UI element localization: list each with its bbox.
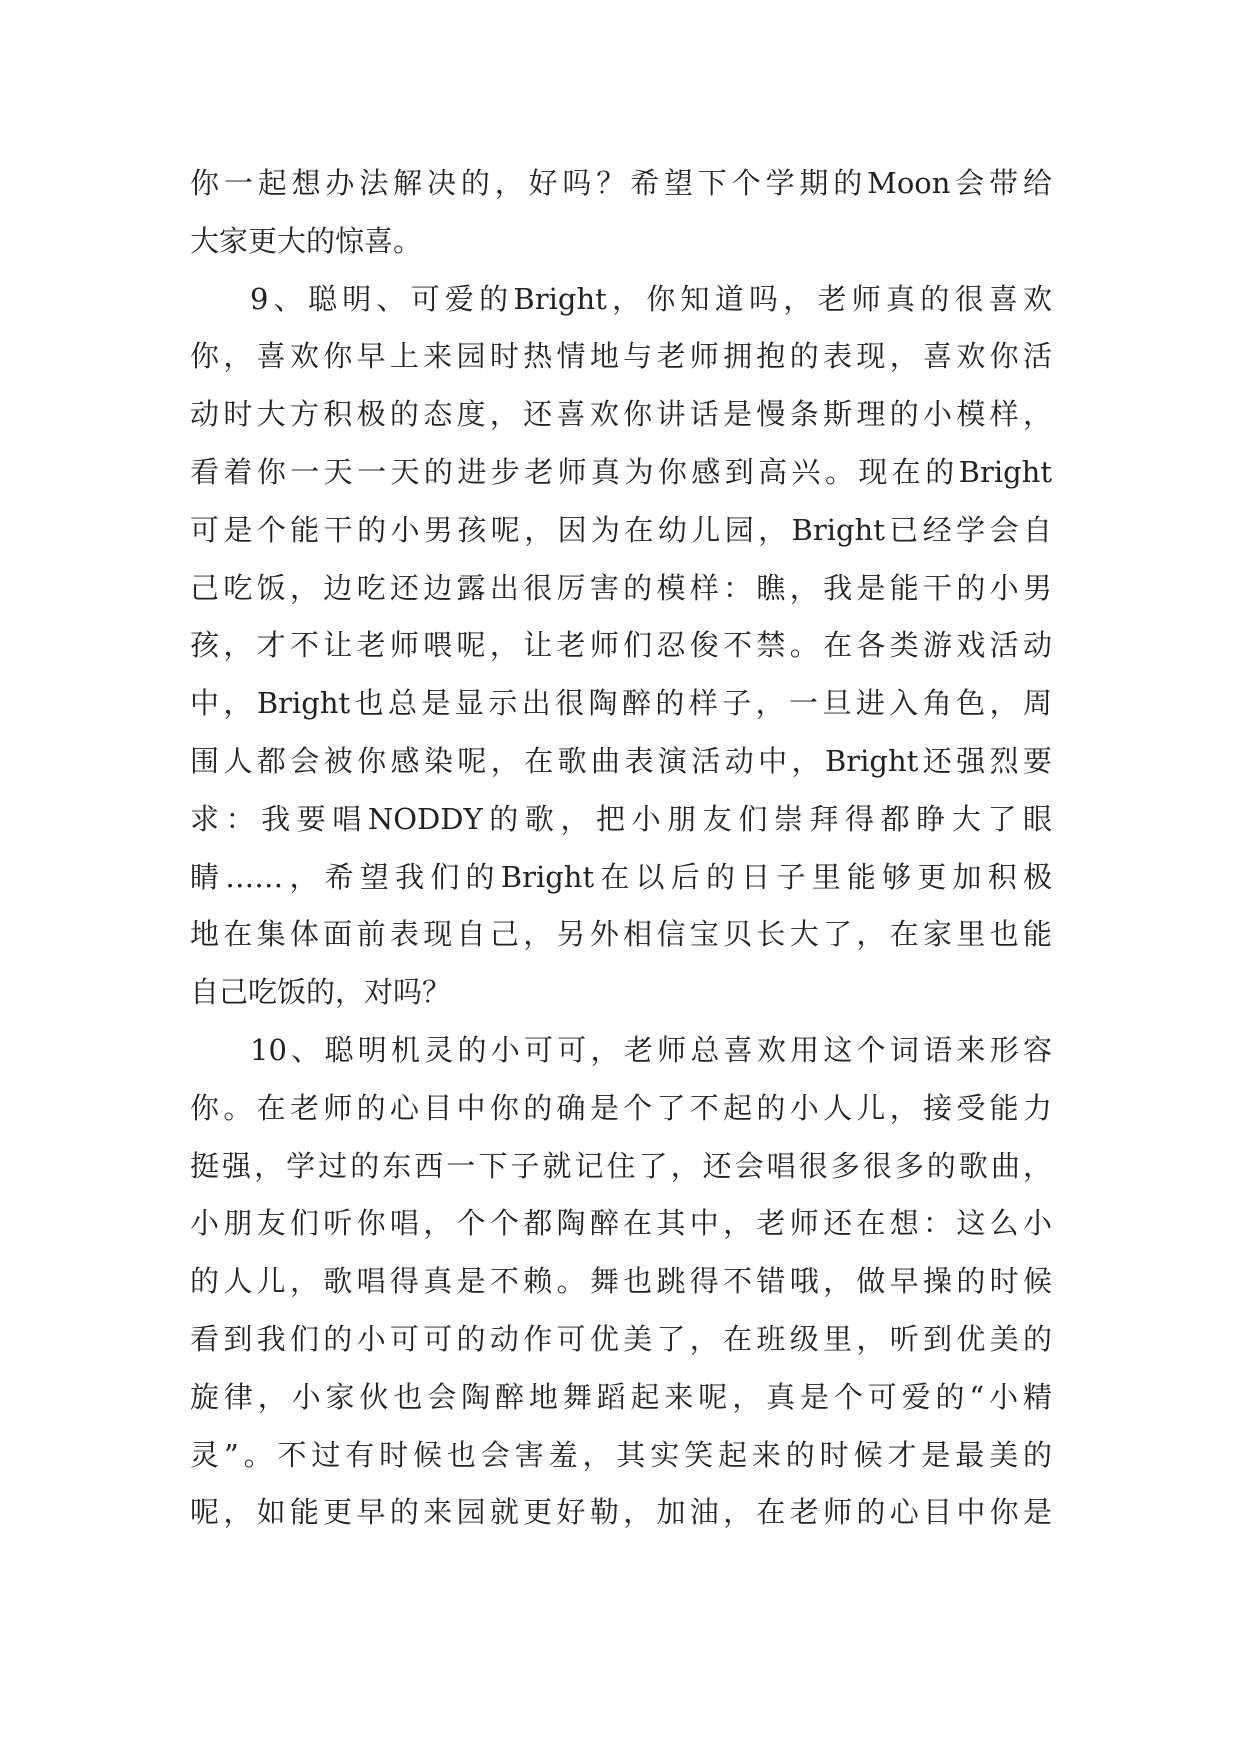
text-line: 你，喜欢你早上来园时热情地与老师拥抱的表现，喜欢你活 [190,339,1052,374]
text-line: 你一起想办法解决的，好吗？希望下个学期的Moon会带给 [190,166,1052,200]
text-line: 孩，才不让老师喂呢，让老师们忍俊不禁。在各类游戏活动 [190,628,1052,663]
text-line: 看到我们的小可可的动作可优美了，在班级里，听到优美的 [190,1321,1052,1356]
text-line: 看着你一天一天的进步老师真为你感到高兴。现在的Bright [190,454,1052,489]
text-line: 睛……，希望我们的Bright在以后的日子里能够更加积极 [190,859,1052,894]
text-line: 灵”。不过有时候也会害羞，其实笑起来的时候才是最美的 [190,1437,1052,1472]
text-line: 旋律，小家伙也会陶醉地舞蹈起来呢，真是个可爱的“小精 [190,1379,1052,1414]
text-line: 10、聪明机灵的小可可，老师总喜欢用这个词语来形容 [250,1032,1052,1067]
text-line: 挺强，学过的东西一下子就记住了，还会唱很多很多的歌曲， [190,1148,1052,1183]
text-line: 自己吃饭的，对吗？ [190,975,452,1010]
document-body-text [190,155,1052,1542]
text-line: 地在集体面前表现自己，另外相信宝贝长大了，在家里也能 [190,917,1052,952]
text-line: 围人都会被你感染呢，在歌曲表演活动中，Bright还强烈要 [190,743,1052,778]
text-line: 大家更大的惊喜。 [190,223,423,258]
text-line: 的人儿，歌唱得真是不赖。舞也跳得不错哦，做早操的时候 [190,1264,1052,1299]
text-line: 可是个能干的小男孩呢，因为在幼儿园，Bright已经学会自 [190,512,1052,547]
text-line: 动时大方积极的态度，还喜欢你讲话是慢条斯理的小模样， [190,397,1052,432]
text-line: 呢，如能更早的来园就更好勒，加油，在老师的心目中你是 [190,1495,1052,1530]
text-line: 求：我要唱NODDY的歌，把小朋友们崇拜得都睁大了眼 [190,801,1052,836]
text-line: 9、聪明、可爱的Bright，你知道吗，老师真的很喜欢 [250,281,1052,316]
text-line: 你。在老师的心目中你的确是个了不起的小人儿，接受能力 [190,1090,1052,1125]
text-line: 中，Bright也总是显示出很陶醉的样子，一旦进入角色，周 [190,686,1052,721]
text-line: 小朋友们听你唱，个个都陶醉在其中，老师还在想：这么小 [190,1206,1052,1241]
text-line: 己吃饭，边吃还边露出很厉害的模样：瞧，我是能干的小男 [190,570,1052,605]
